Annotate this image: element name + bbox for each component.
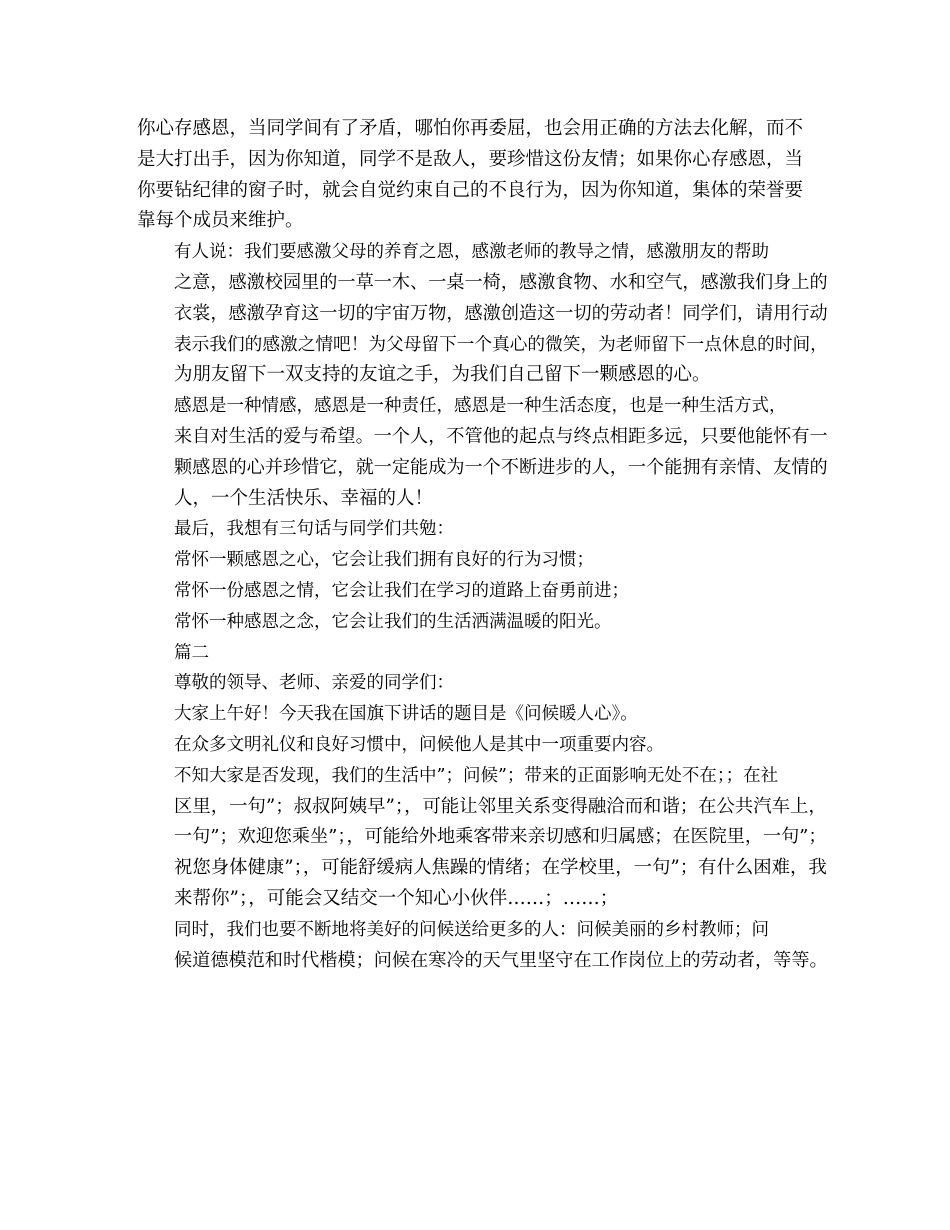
paragraph <box>137 699 827 730</box>
text-line: 感恩是一种情感，感恩是一种责任，感恩是一种生活态度，也是一种生活方式， <box>174 396 787 417</box>
text-line: 候道德模范和时代楷模；问候在寒冷的天气里坚守在工作岗位上的劳动者，等等。 <box>174 949 828 971</box>
paragraph <box>137 545 827 576</box>
paragraph <box>137 576 827 607</box>
paragraph <box>137 761 827 915</box>
paragraph <box>137 730 827 761</box>
text-line: 来帮你”；，可能会又结交一个知心小伙伴……；……； <box>174 887 619 909</box>
text-line: 祝您身体健康”；，可能舒缓病人焦躁的情绪；在学校里，一句”；有什么困难，我 <box>174 857 827 879</box>
text-line: 尊敬的领导、老师、亲爱的同学们： <box>174 673 454 694</box>
text-line: 你心存感恩，当同学间有了矛盾，哪怕你再委屈，也会用正确的方法去化解，而不 <box>137 118 804 139</box>
text-line: 常怀一颗感恩之心，它会让我们拥有良好的行为习惯； <box>174 550 594 571</box>
text-line: 最后，我想有三句话与同学们共勉： <box>174 519 454 540</box>
text-line: 有人说：我们要感激父母的养育之恩，感激老师的教导之情，感激朋友的帮助 <box>174 242 769 263</box>
text-line: 来自对生活的爱与希望。一个人，不管他的起点与终点相距多远，只要他能怀有一 <box>174 425 828 447</box>
paragraph <box>137 391 827 514</box>
text-line: 区里，一句”；叔叔阿姨早”；，可能让邻里关系变得融洽而和谐；在公共汽车上， <box>174 795 827 817</box>
text-line: 衣裳，感激孕育这一切的宇宙万物，感激创造这一切的劳动者！同学们，请用行动 <box>174 302 828 324</box>
paragraph <box>137 114 827 237</box>
text-line: 常怀一份感恩之情，它会让我们在学习的道路上奋勇前进； <box>174 580 629 601</box>
paragraph <box>137 514 827 545</box>
text-line: 在众多文明礼仪和良好习惯中，问候他人是其中一项重要内容。 <box>174 734 664 755</box>
text-line: 篇二 <box>174 642 209 663</box>
text-line: 靠每个成员来维护。 <box>137 210 304 232</box>
document-page <box>137 114 827 976</box>
paragraph <box>137 607 827 638</box>
text-line: 大家上午好！今天我在国旗下讲话的题目是《问候暖人心》。 <box>174 704 638 725</box>
text-line: 一句”；欢迎您乘坐”；，可能给外地乘客带来亲切感和归属感；在医院里，一句”； <box>174 826 827 848</box>
text-line: 常怀一种感恩之念，它会让我们的生活洒满温暖的阳光。 <box>174 611 612 632</box>
text-line: 人，一个生活快乐、幸福的人！ <box>174 487 434 509</box>
text-line: 表示我们的感激之情吧！为父母留下一个真心的微笑，为老师留下一点休息的时间， <box>174 334 828 355</box>
text-line: 为朋友留下一双支持的友谊之手，为我们自己留下一颗感恩的心。 <box>174 364 711 386</box>
text-line: 之意，感激校园里的一草一木、一桌一椅，感激食物、水和空气，感激我们身上的 <box>174 271 828 293</box>
paragraph <box>137 915 827 977</box>
text-line: 同时，我们也要不断地将美好的问候送给更多的人：问候美丽的乡村教师；问 <box>174 919 769 940</box>
text-line: 不知大家是否发现，我们的生活中”；问候”；带来的正面影响无处不在；；在社 <box>174 765 779 786</box>
text-line: 是大打出手，因为你知道，同学不是敌人，要珍惜这份友情；如果你心存感恩，当 <box>137 148 804 170</box>
paragraph <box>137 668 827 699</box>
text-line: 颗感恩的心并珍惜它，就一定能成为一个不断进步的人，一个能拥有亲情、友情的 <box>174 456 828 478</box>
paragraph <box>137 237 827 391</box>
paragraph <box>137 638 827 669</box>
text-line: 你要钻纪律的窗子时，就会自觉约束自己的不良行为，因为你知道，集体的荣誉要 <box>137 179 804 201</box>
